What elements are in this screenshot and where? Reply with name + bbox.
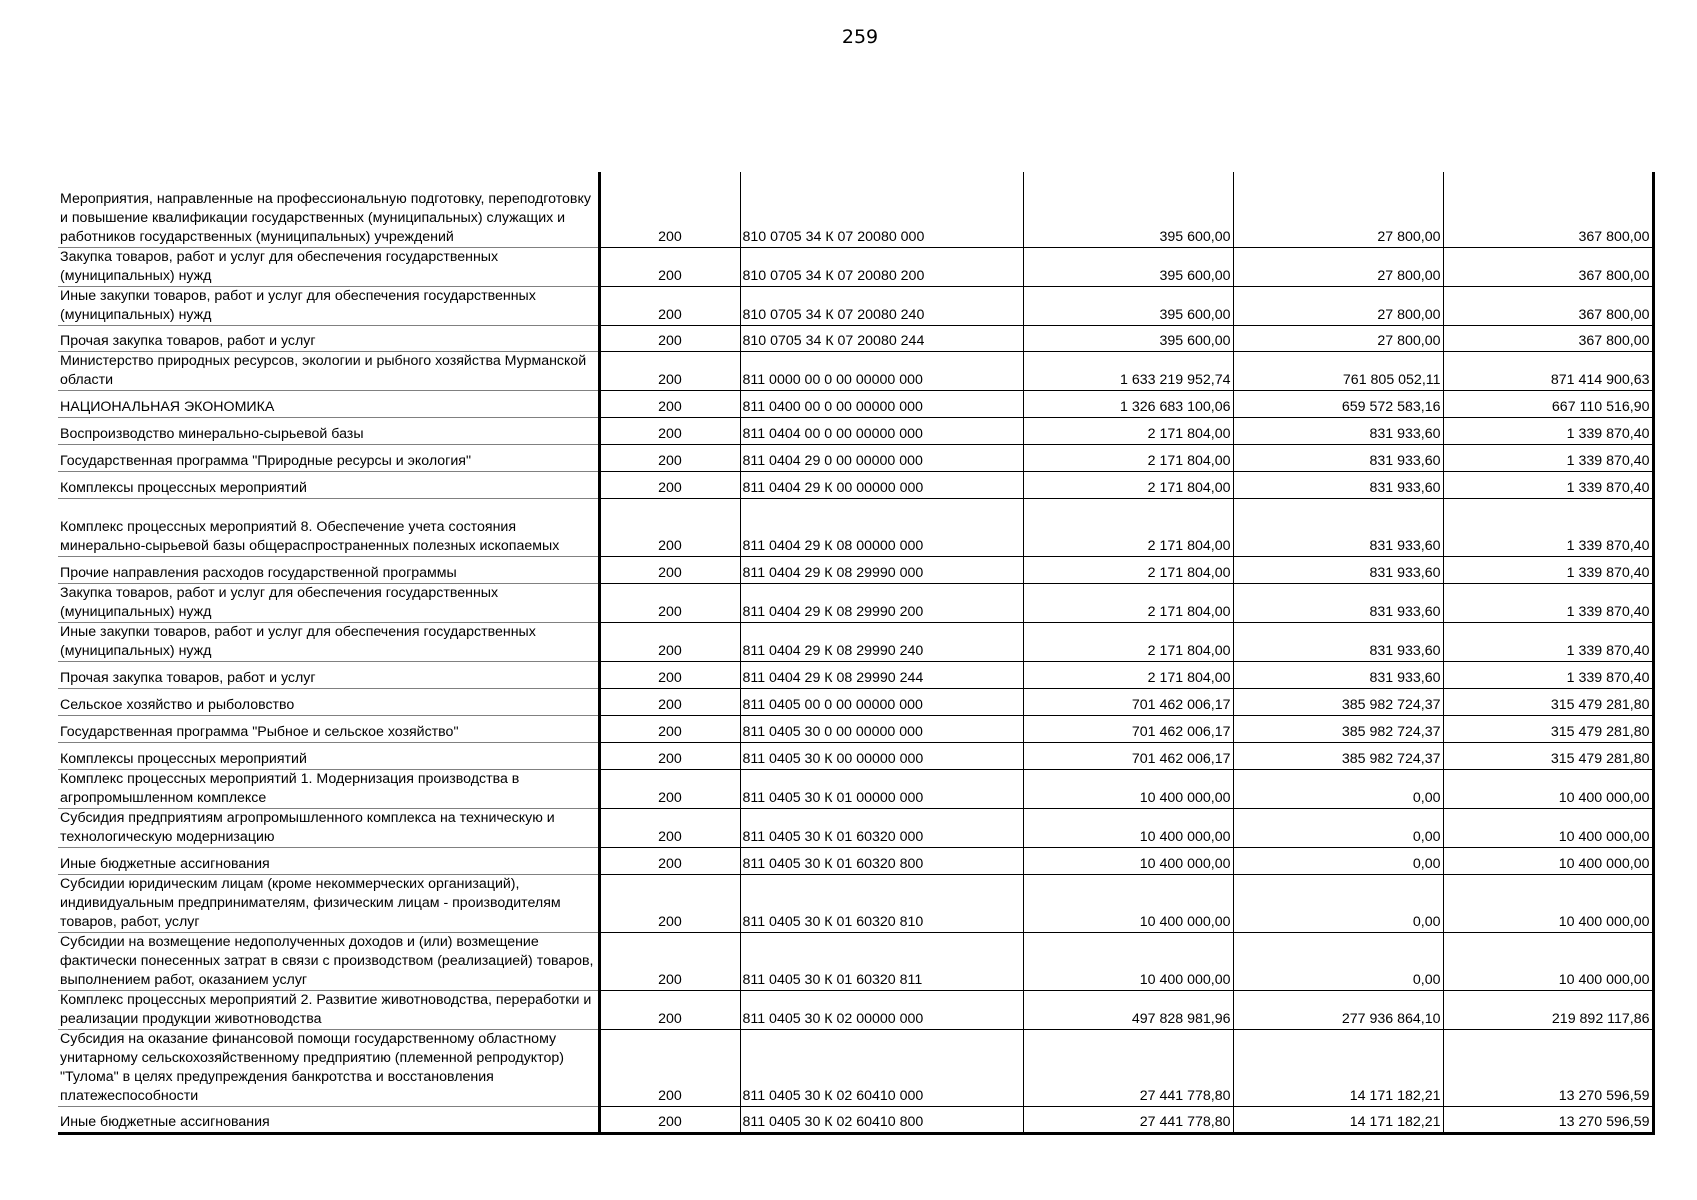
table-row [58,286,1653,325]
row-code: 200 [599,351,740,390]
row-code: 200 [599,471,740,498]
row-name-text: Мероприятия, направленные на профессиональную подготовку, переподготовку и повышение квалификации государственных (муниципальных) служащих и работников государственных (муниципальных) учреждений [60,190,591,245]
row-code: 200 [599,172,740,247]
row-name [58,390,599,417]
row-code: 200 [599,808,740,847]
row-value-2: 385 982 724,37 [1233,742,1443,769]
row-value-1: 2 171 804,00 [1023,498,1233,556]
table-row [58,932,1653,990]
row-code: 200 [599,325,740,351]
row-name [58,556,599,583]
row-code: 200 [599,247,740,286]
row-value-1: 2 171 804,00 [1023,583,1233,622]
table-row [58,351,1653,390]
row-value-2: 831 933,60 [1233,661,1443,688]
row-kbk: 810 0705 34 К 07 20080 240 [740,286,1023,325]
row-name [58,471,599,498]
row-value-1: 2 171 804,00 [1023,444,1233,471]
row-value-2: 27 800,00 [1233,172,1443,247]
row-code: 200 [599,847,740,874]
row-value-2: 831 933,60 [1233,471,1443,498]
row-value-3: 1 339 870,40 [1443,556,1653,583]
row-name-text: Субсидии юридическим лицам (кроме некоммерческих организаций), индивидуальным предпринимателям, физическим лицам - производителям товаров, работ, услуг [60,875,561,930]
row-name-text: Комплексы процессных мероприятий [60,479,307,496]
row-name-text: Закупка товаров, работ и услуг для обеспечения государственных (муниципальных) нужд [60,584,499,620]
row-code: 200 [599,622,740,661]
row-name [58,932,599,990]
row-value-1: 701 462 006,17 [1023,688,1233,715]
row-kbk: 811 0404 29 К 00 00000 000 [740,471,1023,498]
row-name-text: Министерство природных ресурсов, экологии и рыбного хозяйства Мурманской области [60,352,587,388]
row-name-text: Субсидии на возмещение недополученных доходов и (или) возмещение фактически понесенных затрат в связи с производством (реализацией) товаров, выполнением работ, оказанием услуг [60,933,594,988]
row-value-3: 1 339 870,40 [1443,471,1653,498]
row-value-3: 1 339 870,40 [1443,583,1653,622]
table-row [58,742,1653,769]
row-value-1: 701 462 006,17 [1023,715,1233,742]
page-number: 259 [841,26,879,48]
row-kbk: 811 0405 30 К 01 60320 800 [740,847,1023,874]
row-name-text: Прочая закупка товаров, работ и услуг [60,332,316,349]
row-name [58,808,599,847]
row-value-1: 395 600,00 [1023,325,1233,351]
row-value-3: 13 270 596,59 [1443,1029,1653,1106]
row-name-text: Комплекс процессных мероприятий 2. Развитие животноводства, переработки и реализации продукции животноводства [60,991,592,1027]
row-value-2: 27 800,00 [1233,325,1443,351]
row-name [58,847,599,874]
row-value-1: 27 441 778,80 [1023,1106,1233,1133]
row-code: 200 [599,286,740,325]
row-kbk: 811 0405 30 0 00 00000 000 [740,715,1023,742]
table-row [58,390,1653,417]
table-row [58,417,1653,444]
row-value-2: 831 933,60 [1233,583,1443,622]
row-kbk: 811 0405 30 К 02 00000 000 [740,990,1023,1029]
row-code: 200 [599,417,740,444]
row-value-3: 367 800,00 [1443,325,1653,351]
table-row [58,325,1653,351]
row-code: 200 [599,715,740,742]
row-value-2: 0,00 [1233,808,1443,847]
row-name-text: Комплекс процессных мероприятий 1. Модернизация производства в агропромышленном комплексе [60,770,520,806]
row-name [58,286,599,325]
row-name-text: Иные бюджетные ассигнования [60,1113,270,1130]
row-value-3: 10 400 000,00 [1443,874,1653,932]
row-code: 200 [599,990,740,1029]
row-value-2: 659 572 583,16 [1233,390,1443,417]
row-value-3: 367 800,00 [1443,172,1653,247]
table-row [58,1029,1653,1106]
row-value-3: 10 400 000,00 [1443,769,1653,808]
row-kbk: 811 0405 30 К 02 60410 800 [740,1106,1023,1133]
row-value-3: 367 800,00 [1443,247,1653,286]
row-code: 200 [599,874,740,932]
row-value-3: 10 400 000,00 [1443,847,1653,874]
row-value-3: 367 800,00 [1443,286,1653,325]
row-value-1: 2 171 804,00 [1023,417,1233,444]
row-kbk: 810 0705 34 К 07 20080 000 [740,172,1023,247]
row-code: 200 [599,583,740,622]
row-name-text: НАЦИОНАЛЬНАЯ ЭКОНОМИКА [60,398,275,415]
row-value-2: 831 933,60 [1233,498,1443,556]
row-value-1: 395 600,00 [1023,286,1233,325]
row-name-text: Прочие направления расходов государственной программы [60,564,457,581]
row-value-3: 315 479 281,80 [1443,688,1653,715]
row-name [58,172,599,247]
table-row [58,444,1653,471]
table-row [58,498,1653,556]
row-name [58,742,599,769]
row-name [58,1029,599,1106]
row-name [58,874,599,932]
row-value-2: 761 805 052,11 [1233,351,1443,390]
row-value-1: 2 171 804,00 [1023,661,1233,688]
row-kbk: 811 0404 29 К 08 29990 200 [740,583,1023,622]
row-code: 200 [599,688,740,715]
row-kbk: 810 0705 34 К 07 20080 244 [740,325,1023,351]
row-code: 200 [599,556,740,583]
row-value-1: 395 600,00 [1023,172,1233,247]
row-kbk: 811 0000 00 0 00 00000 000 [740,351,1023,390]
row-value-2: 14 171 182,21 [1233,1106,1443,1133]
row-value-3: 1 339 870,40 [1443,417,1653,444]
table-row [58,769,1653,808]
row-name-text: Государственная программа "Рыбное и сельское хозяйство" [60,723,459,740]
row-code: 200 [599,742,740,769]
row-kbk: 811 0404 29 К 08 29990 240 [740,622,1023,661]
table-row [58,247,1653,286]
row-kbk: 811 0404 29 К 08 29990 244 [740,661,1023,688]
row-value-3: 667 110 516,90 [1443,390,1653,417]
row-name-text: Субсидия на оказание финансовой помощи государственному областному унитарному сельскохозяйственному предприятию (племенной репродуктор) "Тулома" в целях предупреждения банкротства и восстановления платежеспособности [60,1030,564,1104]
row-value-2: 277 936 864,10 [1233,990,1443,1029]
row-name [58,990,599,1029]
row-kbk: 811 0404 29 0 00 00000 000 [740,444,1023,471]
row-value-3: 1 339 870,40 [1443,661,1653,688]
row-name [58,247,599,286]
row-value-2: 385 982 724,37 [1233,715,1443,742]
row-value-3: 1 339 870,40 [1443,622,1653,661]
table-row [58,990,1653,1029]
row-value-3: 10 400 000,00 [1443,932,1653,990]
row-kbk: 811 0405 30 К 01 60320 811 [740,932,1023,990]
table-row [58,715,1653,742]
row-name [58,715,599,742]
row-kbk: 810 0705 34 К 07 20080 200 [740,247,1023,286]
row-code: 200 [599,444,740,471]
row-kbk: 811 0405 30 К 01 60320 000 [740,808,1023,847]
row-name-text: Закупка товаров, работ и услуг для обеспечения государственных (муниципальных) нужд [60,248,499,284]
row-name [58,769,599,808]
row-value-1: 10 400 000,00 [1023,769,1233,808]
row-value-3: 10 400 000,00 [1443,808,1653,847]
row-kbk: 811 0405 30 К 00 00000 000 [740,742,1023,769]
row-name [58,1106,599,1133]
budget-table [58,172,1655,1135]
row-value-2: 0,00 [1233,769,1443,808]
row-code: 200 [599,932,740,990]
row-name-text: Комплексы процессных мероприятий [60,750,307,767]
row-kbk: 811 0405 00 0 00 00000 000 [740,688,1023,715]
row-name [58,583,599,622]
row-code: 200 [599,498,740,556]
row-value-2: 831 933,60 [1233,444,1443,471]
row-name-text: Иные закупки товаров, работ и услуг для обеспечения государственных (муниципальных) нужд [60,287,536,323]
row-name [58,498,599,556]
table-row [58,688,1653,715]
row-value-2: 27 800,00 [1233,286,1443,325]
row-value-1: 10 400 000,00 [1023,932,1233,990]
row-code: 200 [599,390,740,417]
row-kbk: 811 0405 30 К 01 60320 810 [740,874,1023,932]
row-kbk: 811 0400 00 0 00 00000 000 [740,390,1023,417]
row-value-1: 27 441 778,80 [1023,1029,1233,1106]
row-name [58,688,599,715]
table-row [58,172,1653,247]
row-name-text: Иные закупки товаров, работ и услуг для обеспечения государственных (муниципальных) нужд [60,623,536,659]
row-value-3: 219 892 117,86 [1443,990,1653,1029]
row-code: 200 [599,661,740,688]
row-value-1: 395 600,00 [1023,247,1233,286]
row-value-2: 831 933,60 [1233,556,1443,583]
table-row [58,471,1653,498]
row-value-1: 497 828 981,96 [1023,990,1233,1029]
row-value-2: 0,00 [1233,932,1443,990]
row-value-3: 13 270 596,59 [1443,1106,1653,1133]
row-value-1: 10 400 000,00 [1023,847,1233,874]
table-row [58,874,1653,932]
row-code: 200 [599,1106,740,1133]
row-value-2: 14 171 182,21 [1233,1029,1443,1106]
row-name-text: Воспроизводство минерально-сырьевой базы [60,425,364,442]
row-kbk: 811 0405 30 К 02 60410 000 [740,1029,1023,1106]
row-name [58,444,599,471]
row-name [58,417,599,444]
row-value-3: 315 479 281,80 [1443,715,1653,742]
row-name [58,325,599,351]
row-code: 200 [599,1029,740,1106]
row-name-text: Субсидия предприятиям агропромышленного комплекса на техническую и технологическую модернизацию [60,809,555,845]
row-value-2: 0,00 [1233,847,1443,874]
row-value-3: 871 414 900,63 [1443,351,1653,390]
table-row [58,1106,1653,1133]
row-kbk: 811 0404 29 К 08 00000 000 [740,498,1023,556]
row-name-text: Иные бюджетные ассигнования [60,855,270,872]
row-value-2: 831 933,60 [1233,417,1443,444]
row-code: 200 [599,769,740,808]
row-value-3: 315 479 281,80 [1443,742,1653,769]
table-row [58,661,1653,688]
row-name [58,622,599,661]
row-value-1: 2 171 804,00 [1023,471,1233,498]
row-name [58,661,599,688]
row-value-3: 1 339 870,40 [1443,444,1653,471]
row-value-1: 2 171 804,00 [1023,556,1233,583]
row-kbk: 811 0404 29 К 08 29990 000 [740,556,1023,583]
table-row [58,847,1653,874]
row-value-2: 0,00 [1233,874,1443,932]
row-name-text: Государственная программа "Природные ресурсы и экология" [60,452,471,469]
row-value-1: 10 400 000,00 [1023,874,1233,932]
table-row [58,583,1653,622]
row-value-1: 1 633 219 952,74 [1023,351,1233,390]
table-row [58,622,1653,661]
row-kbk: 811 0404 00 0 00 00000 000 [740,417,1023,444]
row-value-1: 701 462 006,17 [1023,742,1233,769]
row-name [58,351,599,390]
row-value-2: 385 982 724,37 [1233,688,1443,715]
table-row [58,556,1653,583]
row-value-1: 2 171 804,00 [1023,622,1233,661]
row-value-1: 1 326 683 100,06 [1023,390,1233,417]
row-value-2: 831 933,60 [1233,622,1443,661]
row-name-text: Комплекс процессных мероприятий 8. Обеспечение учета состояния минерально-сырьевой базы общераспространенных полезных ископаемых [60,518,560,554]
table-row [58,808,1653,847]
row-value-3: 1 339 870,40 [1443,498,1653,556]
row-value-1: 10 400 000,00 [1023,808,1233,847]
row-value-2: 27 800,00 [1233,247,1443,286]
row-name-text: Сельское хозяйство и рыболовство [60,696,295,713]
row-name-text: Прочая закупка товаров, работ и услуг [60,669,316,686]
row-kbk: 811 0405 30 К 01 00000 000 [740,769,1023,808]
